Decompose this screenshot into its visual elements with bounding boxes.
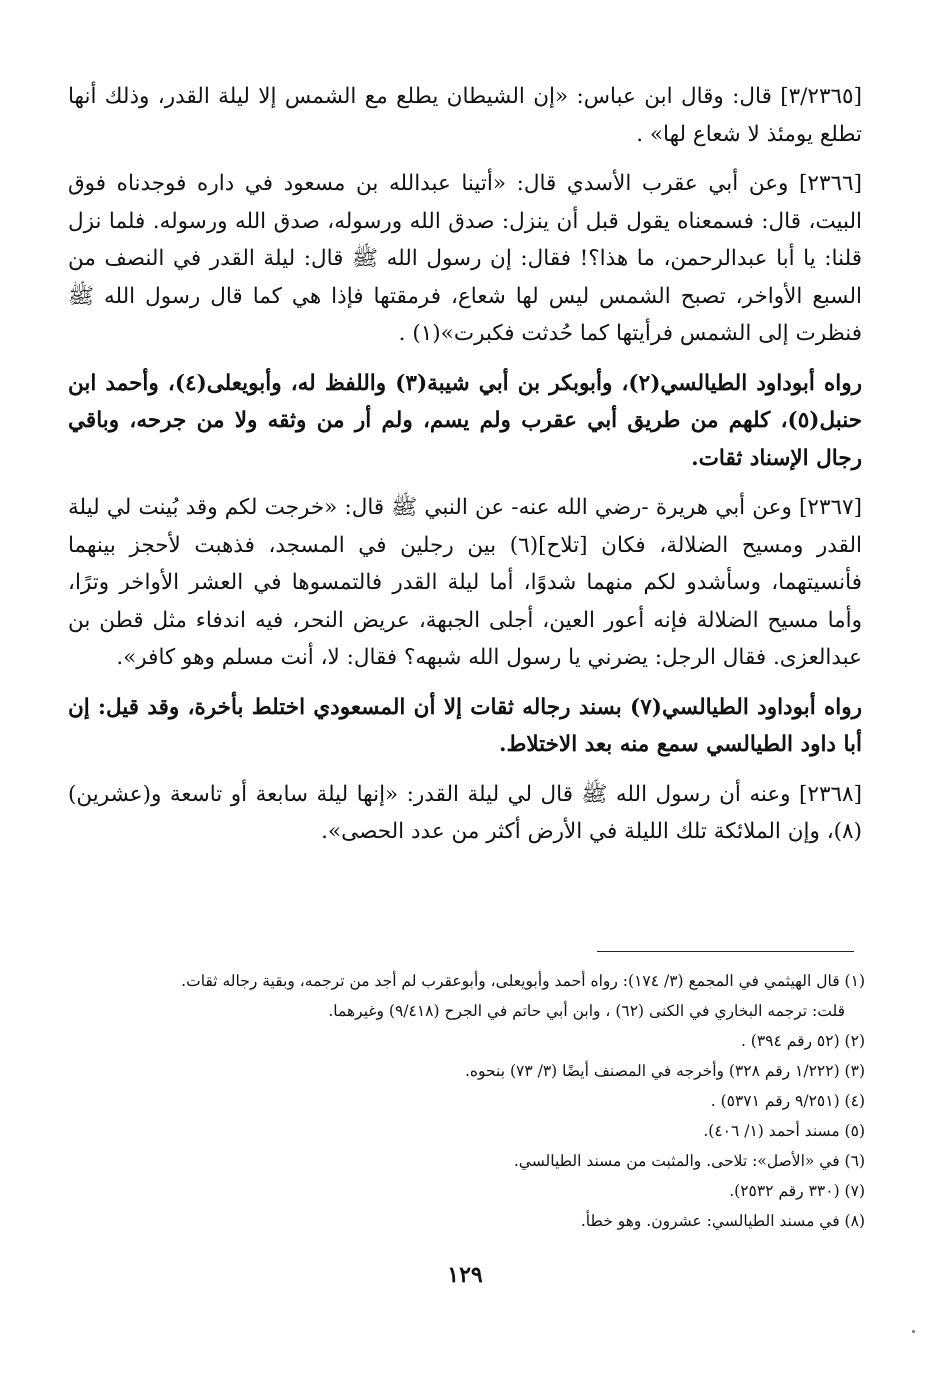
footnote-2: (٢) (٥٢ رقم ٣٩٤) . bbox=[740, 1032, 865, 1050]
footnote-1: (١) قال الهيثمي في المجمع (٣/ ١٧٤): رواه أحمد وأبويعلى، وأبوعقرب لم أجد من ترجمه، وبقية رجاله ثقات. bbox=[181, 972, 865, 990]
hadith-2367: [٢٣٦٧] وعن أبي هريرة -رضي الله عنه- عن النبي ﷺ قال: «خرجت لكم وقد بُينت لي ليلة القدر ومسيح الضلالة، فكان [تلاح](٦) بين رجلين في المسجد، فذهبت لأحجز بينهما فأنسيتهما، وسأشدو لكم منهما شدوًا، أما ليلة القدر فالتمسوها في العشر الأواخر وترًا، وأما مسيح الضلالة فإنه أعور العين، أجلى الجبهة، عريض النحر، فيه اندفاء مثل قطن بن عبدالعزى. فقال الرجل: يضرني يا رسول الله شبهه؟ فقال: لا، أنت مسلم وهو كافر». bbox=[68, 495, 862, 670]
footnote-1-continuation: قلت: ترجمه البخاري في الكنى (٦٢) ، وابن أبي حاتم في الجرح (٩/٤١٨) وغيرهما. bbox=[328, 1002, 845, 1020]
footnote-7: (٧) (٣٣٠ رقم ٢٥٣٢). bbox=[729, 1182, 865, 1200]
page-number: ١٢٩ bbox=[447, 1262, 483, 1288]
footnote-8: (٨) في مسند الطيالسي: عشرون. وهو خطأ. bbox=[580, 1212, 865, 1230]
takhrij-2366: رواه أبوداود الطيالسي(٢)، وأبوبكر بن أبي شيبة(٣) واللفظ له، وأبويعلى(٤)، وأحمد ابن حنبل(٥)، كلهم من طريق أبي عقرب ولم يسم، ولم أر من وثقه ولا من جرحه، وباقي رجال الإسناد ثقات. bbox=[68, 370, 862, 471]
main-text bbox=[68, 78, 862, 863]
footnote-4: (٤) (٩/٢٥١ رقم ٥٣٧١) . bbox=[710, 1092, 865, 1110]
footnote-6: (٦) في «الأصل»: تلاحى. والمثبت من مسند الطيالسي. bbox=[513, 1152, 865, 1170]
hadith-2368: [٢٣٦٨] وعنه أن رسول الله ﷺ قال لي ليلة القدر: «إنها ليلة سابعة أو تاسعة و(عشرين)(٨)، وإن الملائكة تلك الليلة في الأرض أكثر من عدد الحصى». bbox=[68, 781, 862, 844]
footnote-5: (٥) مسند أحمد (١/ ٤٠٦). bbox=[703, 1122, 865, 1140]
hadith-2366: [٢٣٦٦] وعن أبي عقرب الأسدي قال: «أتينا عبدالله بن مسعود في داره فوجدناه فوق البيت، قال: فسمعناه يقول قبل أن ينزل: صدق الله ورسوله، صدق الله ورسوله. فلما نزل قلنا: يا أبا عبدالرحمن، ما هذا؟! فقال: إن رسول الله ﷺ قال: ليلة القدر في النصف من السبع الأواخر، تصبح الشمس ليس لها شعاع، فرمقتها فإذا هي كما قال رسول الله ﷺ فنظرت إلى الشمس فرأيتها كما حُدثت فكبرت»(١) . bbox=[68, 171, 862, 346]
footnote-divider bbox=[597, 951, 854, 952]
hadith-2365: [٣/٢٣٦٥] قال: وقال ابن عباس: «إن الشيطان يطلع مع الشمس إلا ليلة القدر، وذلك أنها تطلع يومئذ لا شعاع لها» . bbox=[68, 84, 862, 147]
footnote-3: (٣) (١/٢٢٢ رقم ٣٢٨) وأخرجه في المصنف أيضًا (٣/ ٧٣) بنحوه. bbox=[464, 1062, 865, 1080]
scan-speck bbox=[912, 1330, 915, 1333]
footnotes bbox=[60, 966, 865, 1236]
takhrij-2367: رواه أبوداود الطيالسي(٧) بسند رجاله ثقات إلا أن المسعودي اختلط بأخرة، وقد قيل: إن أبا داود الطيالسي سمع منه بعد الاختلاط. bbox=[68, 694, 862, 757]
